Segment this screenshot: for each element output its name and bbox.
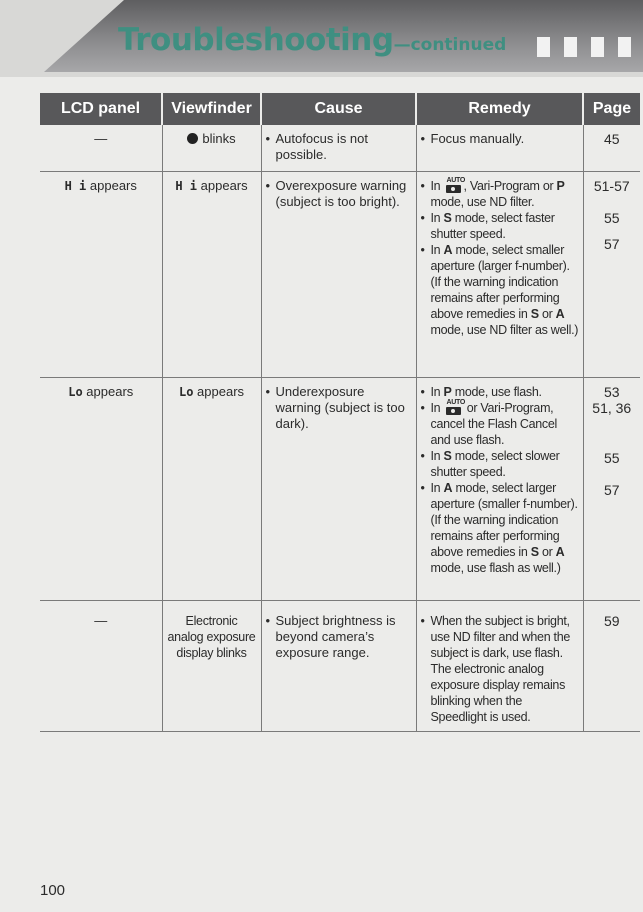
title-continued: —continued xyxy=(393,35,507,55)
lcd-cell xyxy=(40,171,162,377)
viewfinder-cell xyxy=(162,377,261,600)
table-row xyxy=(40,600,640,731)
cause-text: • Overexposure warning (subject is too bright). xyxy=(266,178,412,210)
lcd-cell xyxy=(40,377,162,600)
remedy-item: • In P mode, use flash. xyxy=(421,384,579,400)
viewfinder-text: appears xyxy=(200,177,248,193)
remedy-item: • In S mode, select slower shutter speed. xyxy=(421,448,579,480)
section-tab-markers xyxy=(537,37,631,57)
remedy-item: • Focus manually. xyxy=(421,131,579,147)
page-ref: 51-57 xyxy=(593,177,630,194)
troubleshooting-table xyxy=(40,93,640,732)
cause-cell xyxy=(261,125,416,171)
cause-cell xyxy=(261,600,416,731)
focus-indicator-dot-icon xyxy=(187,133,198,144)
col-header-lcd: LCD panel xyxy=(40,93,162,125)
page-cell: 59 xyxy=(583,600,640,731)
remedy-item: • In AUTO , Vari-Program or P mode, use ND filter. xyxy=(421,178,579,210)
remedy-cell xyxy=(416,125,583,171)
remedy-item: • In A mode, select smaller aperture (larger f-number). (If the warning indication remains after performing above remedies in S or A mode, use ND filter as well.) xyxy=(421,242,579,338)
page-cell: 45 xyxy=(583,125,640,171)
lcd-text: appears xyxy=(89,177,137,193)
lo-indicator-icon: Lo xyxy=(178,384,194,399)
remedy-cell xyxy=(416,600,583,731)
cause-cell xyxy=(261,171,416,377)
col-header-page: Page xyxy=(583,93,640,125)
tab-marker xyxy=(537,37,550,57)
col-header-remedy: Remedy xyxy=(416,93,583,125)
table-row xyxy=(40,171,640,377)
viewfinder-text: blinks xyxy=(202,131,236,146)
page-ref: 53 xyxy=(603,383,620,400)
page-ref: 57 xyxy=(603,235,620,252)
viewfinder-cell xyxy=(162,171,261,377)
tab-marker xyxy=(618,37,631,57)
cause-text: • Underexposure warning (subject is too dark). xyxy=(266,384,412,432)
lcd-text: appears xyxy=(86,383,134,399)
page-cell xyxy=(583,171,640,377)
page-title xyxy=(118,22,506,58)
page-ref: 57 xyxy=(603,481,620,498)
lcd-cell: — xyxy=(40,125,162,171)
cause-text: • Autofocus is not possible. xyxy=(266,131,412,163)
col-header-viewfinder: Viewfinder xyxy=(162,93,261,125)
remedy-cell xyxy=(416,171,583,377)
table-row xyxy=(40,377,640,600)
viewfinder-cell xyxy=(162,125,261,171)
remedy-item: • In AUTO or Vari-Program, cancel the Flash Cancel and use flash. xyxy=(421,400,579,448)
remedy-cell xyxy=(416,377,583,600)
remedy-item: • When the subject is bright, use ND filter and when the subject is dark, use flash. The electronic analog exposure display remains blinking when the Speedlight is used. xyxy=(421,613,579,725)
viewfinder-text: appears xyxy=(197,383,245,399)
hi-indicator-icon: H i xyxy=(64,178,87,193)
page-ref: 55 xyxy=(603,209,620,226)
table-row xyxy=(40,125,640,171)
remedy-item: • In S mode, select faster shutter speed. xyxy=(421,210,579,242)
remedy-item: • In A mode, select larger aperture (smaller f-number). (If the warning indication remains after performing above remedies in S or A mode, use flash as well.) xyxy=(421,480,579,576)
cause-text: • Subject brightness is beyond camera’s exposure range. xyxy=(266,613,412,661)
page-number: 100 xyxy=(40,882,66,899)
page-cell xyxy=(583,377,640,600)
page-ref: 51, 36 xyxy=(592,399,632,416)
viewfinder-cell: Electronic analog exposure display blinks xyxy=(162,600,261,731)
table-header-row xyxy=(40,93,640,125)
auto-mode-icon: AUTO xyxy=(445,400,463,415)
page-ref: 55 xyxy=(603,449,620,466)
auto-mode-icon: AUTO xyxy=(445,178,463,193)
cause-cell xyxy=(261,377,416,600)
lcd-cell: — xyxy=(40,600,162,731)
lo-indicator-icon: Lo xyxy=(68,384,83,399)
col-header-cause: Cause xyxy=(261,93,416,125)
tab-marker xyxy=(564,37,577,57)
tab-marker xyxy=(591,37,604,57)
title-main: Troubleshooting xyxy=(118,22,394,58)
hi-indicator-icon: H i xyxy=(175,178,198,193)
